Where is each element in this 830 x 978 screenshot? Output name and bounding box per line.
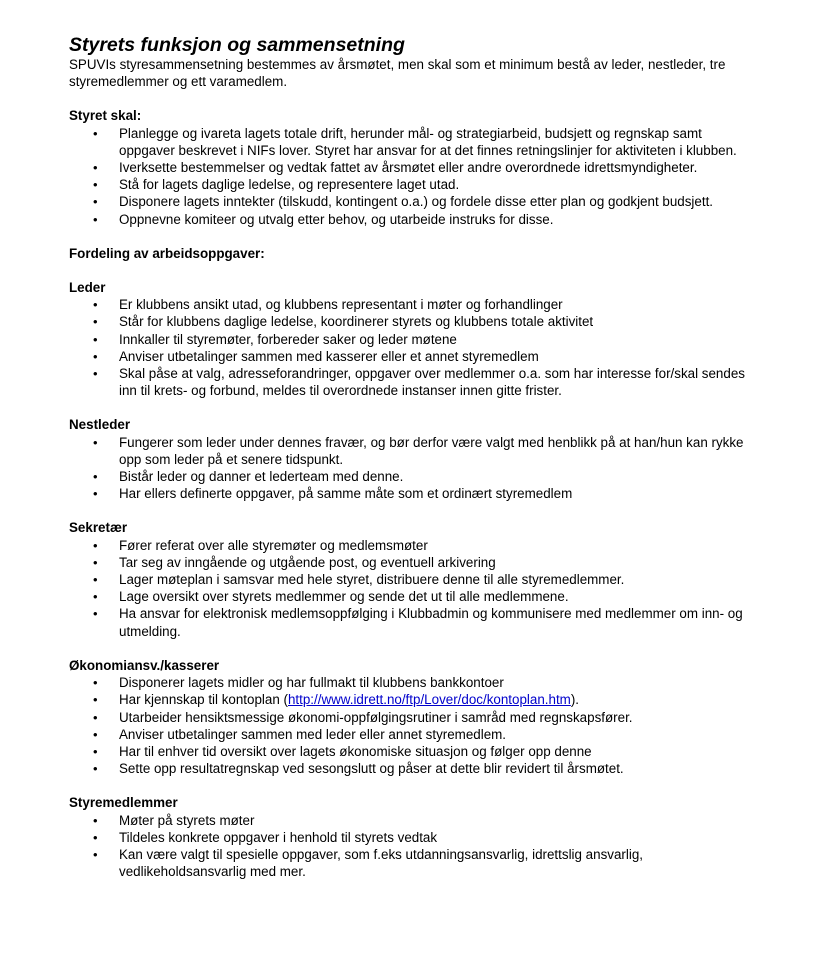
list-item: • Anviser utbetalinger sammen med kasserer eller et annet styremedlem: [93, 348, 539, 364]
list-item: • Stå for lagets daglige ledelse, og representere laget utad.: [93, 177, 460, 193]
list-item: • Innkaller til styremøter, forbereder saker og leder møtene: [93, 331, 457, 347]
list-sekretaer: [69, 537, 759, 640]
document-content: [69, 34, 759, 880]
bullet-icon: •: [93, 434, 98, 450]
list-item: • Disponere lagets inntekter (tilskudd, kontingent o.a.) og fordele disse etter plan og godkjent budsjett.: [93, 194, 714, 210]
section-heading-nestleder: Nestleder: [69, 417, 131, 433]
bullet-icon: •: [93, 194, 98, 210]
bullet-icon: •: [93, 469, 98, 485]
bullet-icon: •: [93, 554, 98, 570]
bullet-icon: •: [93, 589, 98, 605]
list-item: • Iverksette bestemmelser og vedtak fattet av årsmøtet eller andre overordnede idrettsmyndigheter.: [93, 160, 698, 176]
list-item: • Har kjennskap til kontoplan (http://www.idrett.no/ftp/Lover/doc/kontoplan.htm).: [93, 692, 580, 708]
list-styremedlemmer: [69, 812, 759, 881]
section-heading-styret: Styret skal:: [69, 108, 142, 124]
list-item: • Er klubbens ansikt utad, og klubbens representant i møter og forhandlinger: [93, 297, 563, 313]
list-item: • Tar seg av inngående og utgående post, og eventuell arkivering: [93, 554, 496, 570]
bullet-icon: •: [93, 348, 98, 364]
bullet-icon: •: [93, 726, 98, 742]
list-item: • Bistår leder og danner et lederteam med denne.: [93, 469, 404, 485]
list-item: • Utarbeider hensiktsmessige økonomi-oppfølgingsrutiner i samråd med regnskapsfører.: [93, 709, 633, 725]
bullet-icon: •: [93, 572, 98, 588]
bullet-icon: •: [93, 160, 98, 176]
bullet-icon: •: [93, 211, 98, 227]
section-sekretaer: [69, 519, 759, 639]
list-item: • Ha ansvar for elektronisk medlemsoppfølging i Klubbadmin og kommunisere med medlemmer om inn- og utmelding.: [93, 606, 743, 639]
list-item: • Står for klubbens daglige ledelse, koordinerer styrets og klubbens totale aktivitet: [93, 314, 594, 330]
bullet-icon: •: [93, 314, 98, 330]
list-item: • Anviser utbetalinger sammen med leder eller annet styremedlem.: [93, 726, 507, 742]
bullet-icon: •: [93, 812, 98, 828]
list-item: • Fører referat over alle styremøter og medlemsmøter: [93, 537, 428, 553]
bullet-icon: •: [93, 486, 98, 502]
list-item: • Oppnevne komiteer og utvalg etter behov, og utarbeide instruks for disse.: [93, 211, 554, 227]
bullet-icon: •: [93, 606, 98, 622]
list-item: • Har ellers definerte oppgaver, på samme måte som et ordinært styremedlem: [93, 486, 573, 502]
bullet-icon: •: [93, 297, 98, 313]
section-okonomi: [69, 657, 759, 777]
bullet-icon: •: [93, 675, 98, 691]
bullet-icon: •: [93, 743, 98, 759]
section-heading-sekretaer: Sekretær: [69, 520, 128, 536]
bullet-icon: •: [93, 537, 98, 553]
list-item: • Lage oversikt over styrets medlemmer og sende det ut til alle medlemmene.: [93, 589, 569, 605]
list-item: • Lager møteplan i samsvar med hele styret, distribuere denne til alle styremedlemmer.: [93, 572, 625, 588]
list-item: • Møter på styrets møter: [93, 812, 255, 828]
list-styret: [69, 125, 759, 228]
list-item: • Kan være valgt til spesielle oppgaver, som f.eks utdanningsansvarlig, idrettslig ansvarlig, vedlikeholdsansvarlig med mer.: [93, 846, 643, 880]
section-styremedlemmer: [69, 794, 759, 880]
list-item: • Skal påse at valg, adresseforandringer, oppgaver over medlemmer o.a. som har interesse for/skal sendes inn til krets- og forbund, meldes til overordnede instanser innen gitte frister.: [93, 366, 745, 399]
intro-paragraph: SPUVIs styresammensetning bestemmes av årsmøtet, men skal som et minimum bestå av leder, nestleder, tre styremedlemmer og ett varamedlem.: [69, 57, 726, 90]
section-heading-okonomi: Økonomiansv./kasserer: [69, 657, 220, 673]
list-item: • Tildeles konkrete oppgaver i henhold til styrets vedtak: [93, 829, 438, 845]
section-heading-styremedlemmer: Styremedlemmer: [69, 795, 178, 811]
section-nestleder: [69, 416, 759, 502]
list-item: • Har til enhver tid oversikt over lagets økonomiske situasjon og følger opp denne: [93, 743, 592, 759]
list-item: • Sette opp resultatregnskap ved sesongslutt og påser at dette blir revidert til årsmøtet.: [93, 761, 624, 777]
list-nestleder: [69, 434, 759, 503]
bullet-icon: •: [93, 125, 98, 141]
bullet-icon: •: [93, 829, 98, 845]
section-styret: [69, 107, 759, 227]
list-item: • Disponerer lagets midler og har fullmakt til klubbens bankkontoer: [93, 675, 504, 691]
list-item: • Fungerer som leder under dennes fravær, og bør derfor være valgt med henblikk på at han/hun kan rykke opp som leder på et senere tidspunkt.: [93, 434, 744, 467]
bullet-icon: •: [93, 366, 98, 382]
list-leder: [69, 296, 759, 399]
bullet-icon: •: [93, 709, 98, 725]
page-title: Styrets funksjon og sammensetning: [69, 34, 405, 56]
bullet-icon: •: [93, 846, 98, 862]
kontoplan-link[interactable]: http://www.idrett.no/ftp/Lover/doc/kontoplan.htm: [287, 692, 571, 708]
section-fordeling: [69, 245, 759, 400]
bullet-icon: •: [93, 761, 98, 777]
section-heading-fordeling: Fordeling av arbeidsoppgaver:: [69, 245, 265, 261]
section-heading-leder: Leder: [69, 280, 106, 296]
bullet-icon: •: [93, 177, 98, 193]
bullet-icon: •: [93, 331, 98, 347]
list-item: • Planlegge og ivareta lagets totale drift, herunder mål- og strategiarbeid, budsjett og regnskap samt oppgaver beskrevet i NIFs lover. Styret har ansvar for at det finnes retningslinjer for aktiviteten i klubben.: [93, 125, 737, 158]
list-okonomi: [69, 674, 759, 777]
bullet-icon: •: [93, 692, 98, 708]
